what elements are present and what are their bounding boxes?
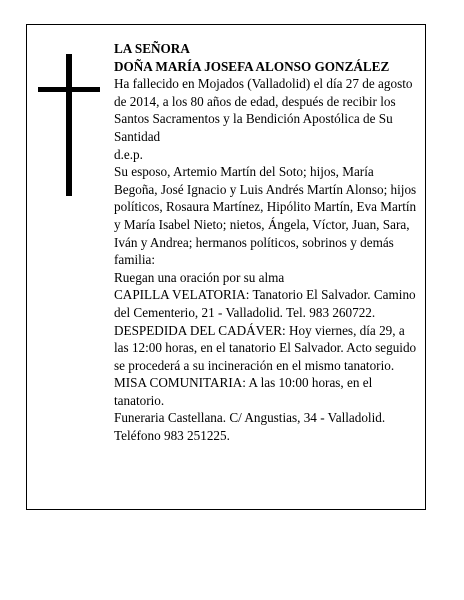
cross-horizontal-bar: [38, 87, 100, 92]
chapel-info: CAPILLA VELATORIA: Tanatorio El Salvador. Camino del Cementerio, 21 - Valladolid. Tel. 983 260722.: [114, 287, 416, 320]
deceased-name: DOÑA MARÍA JOSEFA ALONSO GONZÁLEZ: [114, 58, 390, 74]
notice-title: LA SEÑORA: [114, 41, 190, 56]
dep-line: d.e.p.: [114, 146, 143, 162]
mass-info: MISA COMUNITARIA: A las 10:00 horas, en el tanatorio.: [114, 375, 373, 408]
cross-vertical-bar: [66, 54, 72, 196]
death-announcement: Ha fallecido en Mojados (Valladolid) el día 27 de agosto de 2014, a los 80 años de edad, después de recibir los Santos Sacramentos y la Bendición Apostólica de Su Santidad: [114, 76, 413, 144]
prayer-request: Ruegan una oración por su alma: [114, 269, 285, 285]
family-list: Su esposo, Artemio Martín del Soto; hijos, María Begoña, José Ignacio y Luis Andrés Martín Alonso; hijos políticos, Rosaura Martínez, Hipólito Martín, Eva Martín y María Isabel Nieto; nietos, Ángela, Víctor, Juan, Sara, Iván y Andrea; hermanos políticos, sobrinos y demás familia:: [114, 164, 417, 268]
cross-icon: [38, 54, 100, 196]
obituary-text: [114, 40, 420, 445]
funeral-home-info: Funeraria Castellana. C/ Angustias, 34 - Valladolid. Teléfono 983 251225.: [114, 410, 386, 444]
farewell-info: DESPEDIDA DEL CADÁVER: Hoy viernes, día 29, a las 12:00 horas, en el tanatorio El Salvador. Acto seguido se procederá a su incineración en el mismo tanatorio.: [114, 322, 417, 373]
